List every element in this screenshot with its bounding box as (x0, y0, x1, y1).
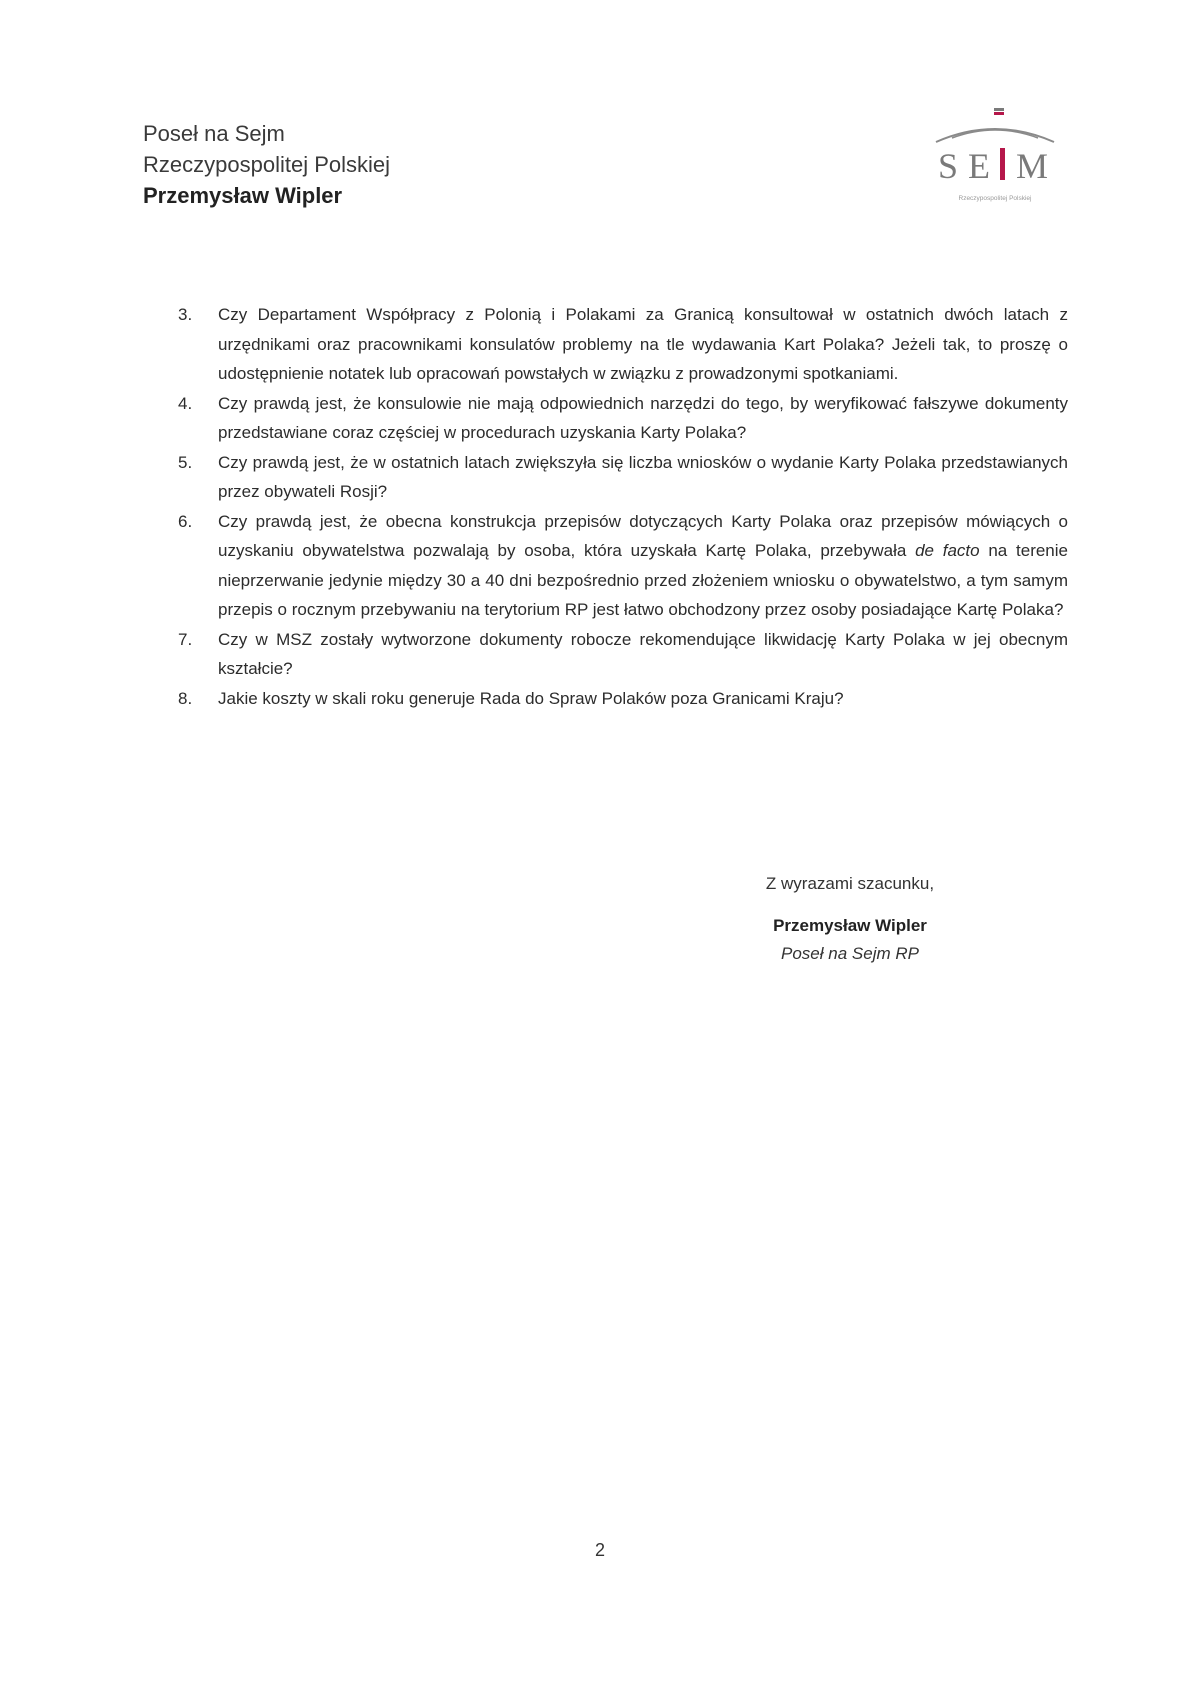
question-item (178, 448, 1068, 507)
closing-greeting: Z wyrazami szacunku, (765, 874, 935, 893)
letterhead (143, 118, 390, 211)
question-item (178, 507, 1068, 625)
logo-dome-inner (952, 130, 1038, 138)
question-item (178, 300, 1068, 389)
signature-name: Przemysław Wipler (773, 916, 927, 935)
page-number: 2 (594, 1540, 605, 1560)
question-text-part: na terenie nieprzerwanie jedynie między 30 a 40 dni bezpośrednio przed złożeniem wniosku o obywatelstwo, a tym samym przepis o rocznym przebywaniu na terytorium RP jest łatwo obchodzony przez osoby posiadające Kartę Polaka? (218, 541, 1068, 619)
question-number: 4. (178, 393, 193, 413)
question-number: 5. (178, 452, 193, 472)
question-text-italic: de facto (915, 541, 980, 560)
logo-flag-top (994, 108, 1004, 111)
question-number: 6. (178, 511, 193, 531)
sejm-logo (930, 108, 1060, 208)
question-item (178, 625, 1068, 684)
letterhead-name: Przemysław Wipler (143, 183, 343, 208)
logo-subtitle: Rzeczypospolitej Polskiej (958, 195, 1032, 202)
letterhead-line-2: Rzeczypospolitej Polskiej (143, 152, 390, 177)
logo-letter-j (1000, 148, 1005, 180)
question-item (178, 684, 1068, 714)
logo-letter-s: S (938, 146, 959, 186)
question-list (178, 300, 1068, 713)
logo-dome-outer (936, 129, 1054, 142)
question-number: 3. (178, 305, 193, 324)
closing-block (700, 870, 1000, 968)
question-item (178, 389, 1068, 448)
signature-title: Poseł na Sejm RP (781, 944, 919, 963)
question-text: Czy prawdą jest, że konsulowie nie mają odpowiednich narzędzi do tego, by weryfikować fałszywe dokumenty przedstawiane coraz częściej w procedurach uzyskania Karty Polaka? (218, 393, 1068, 442)
letterhead-line-1: Poseł na Sejm (143, 121, 285, 146)
question-number: 7. (178, 629, 193, 649)
logo-flag-bottom (994, 112, 1004, 115)
question-text: Czy prawdą jest, że w ostatnich latach zwiększyła się liczba wniosków o wydanie Karty Polaka przedstawianych przez obywateli Rosji? (218, 452, 1068, 501)
question-text: Jakie koszty w skali roku generuje Rada do Spraw Polaków poza Granicami Kraju? (218, 688, 844, 708)
question-number: 8. (178, 688, 193, 708)
logo-letter-m: M (1016, 146, 1049, 186)
question-text-part: Czy prawdą jest, że obecna konstrukcja przepisów dotyczących Karty Polaka oraz przepisów mówiących o uzyskaniu obywatelstwa pozwalają by osoba, która uzyskała Kartę Polaka, przebywała (218, 511, 1068, 560)
question-text: Czy Departament Współpracy z Polonią i Polakami za Granicą konsultował w ostatnich dwóch latach z urzędnikami oraz pracownikami konsulatów problemy na tle wydawania Kart Polaka? Jeżeli tak, to proszę o udostępnienie notatek lub opracowań powstałych w związku z prowadzonymi spotkaniami. (218, 305, 1068, 383)
question-text: Czy w MSZ zostały wytworzone dokumenty robocze rekomendujące likwidację Karty Polaka w jej obecnym kształcie? (218, 629, 1068, 678)
logo-letter-e: E (968, 146, 990, 186)
question-text (218, 507, 1068, 625)
